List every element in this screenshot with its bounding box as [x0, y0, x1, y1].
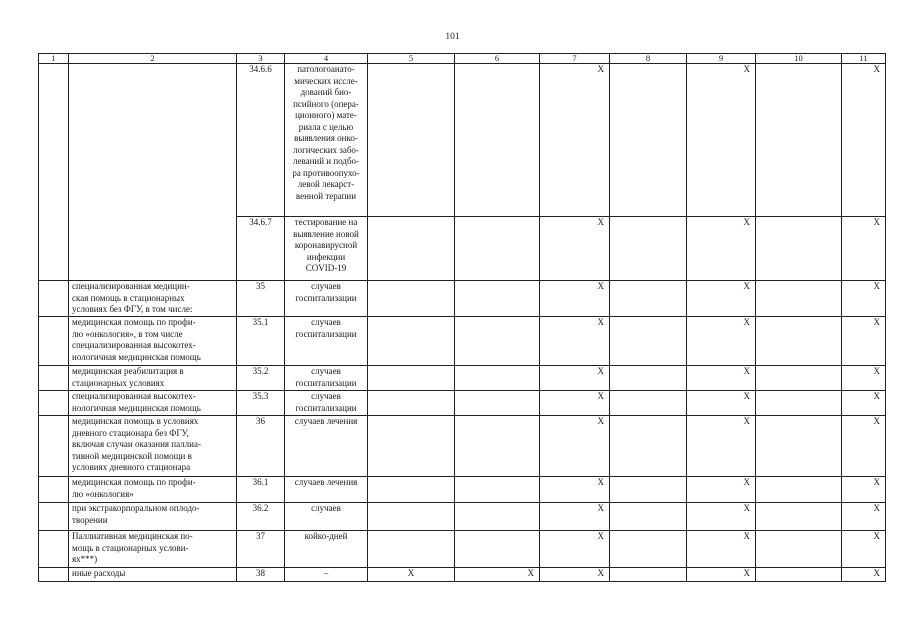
row-unit-cell: патологоанато- мических иссле- дований био- псийного (опера- ционного) мате- риала с целью выявления онко- логических забо- леваний и подбо- ра противоопухо- левой лекарст- венной терапии [285, 64, 368, 217]
column-header: 7 [540, 54, 610, 64]
row-code-cell: 35 [237, 281, 285, 317]
row-number-cell [39, 281, 69, 317]
x-mark-cell: X [687, 217, 756, 281]
row-number-cell [39, 416, 69, 477]
value-cell [368, 503, 455, 531]
value-cell [756, 391, 842, 416]
x-mark-cell: X [842, 64, 886, 217]
column-header: 5 [368, 54, 455, 64]
x-mark-cell: X [842, 217, 886, 281]
x-mark-cell: X [842, 568, 886, 582]
row-unit-cell: случаев госпитализации [285, 391, 368, 416]
value-cell [455, 366, 540, 391]
x-mark-cell: X [842, 366, 886, 391]
x-mark-cell: X [842, 477, 886, 503]
row-code-cell: 34.6.6 [237, 64, 285, 217]
x-mark-cell: X [687, 531, 756, 568]
value-cell [455, 391, 540, 416]
row-number-cell [39, 477, 69, 503]
value-cell [756, 64, 842, 217]
x-mark-cell: X [842, 503, 886, 531]
value-cell [610, 317, 687, 366]
value-cell [610, 64, 687, 217]
table-row [39, 317, 886, 366]
row-number-cell [39, 531, 69, 568]
value-cell [455, 416, 540, 477]
table-row [39, 477, 886, 503]
x-mark-cell: X [540, 281, 610, 317]
x-mark-cell: X [540, 217, 610, 281]
row-name-cell: медицинская помощь по профи- лю «онкология», в том числе специализированная высокотех- нологичная медицинская помощь [69, 317, 237, 366]
column-header: 6 [455, 54, 540, 64]
value-cell [756, 317, 842, 366]
value-cell [610, 568, 687, 582]
x-mark-cell: X [687, 568, 756, 582]
column-header: 11 [842, 54, 886, 64]
column-header: 4 [285, 54, 368, 64]
value-cell [610, 391, 687, 416]
row-number-cell [39, 503, 69, 531]
x-mark-cell: X [540, 317, 610, 366]
x-mark-cell: X [842, 317, 886, 366]
row-name-cell: медицинская помощь в условиях дневного стационара без ФГУ, включая случаи оказания паллиа- тивной медицинской помощи в условиях дневного стационара [69, 416, 237, 477]
row-name-cell: медицинская реабилитация в стационарных условиях [69, 366, 237, 391]
table-row [39, 391, 886, 416]
data-table [38, 53, 886, 582]
x-mark-cell: X [687, 416, 756, 477]
x-mark-cell: X [687, 391, 756, 416]
row-unit-cell: случаев госпитализации [285, 281, 368, 317]
value-cell [455, 317, 540, 366]
value-cell [455, 281, 540, 317]
row-number-cell [39, 366, 69, 391]
value-cell [756, 503, 842, 531]
table-row [39, 568, 886, 582]
row-unit-cell: случаев лечения [285, 477, 368, 503]
x-mark-cell: X [687, 64, 756, 217]
row-code-cell: 34.6.7 [237, 217, 285, 281]
page-number: 101 [445, 32, 460, 42]
row-unit-cell: – [285, 568, 368, 582]
x-mark-cell: X [842, 416, 886, 477]
value-cell [368, 531, 455, 568]
header-row [39, 54, 886, 64]
value-cell [756, 531, 842, 568]
x-mark-cell: X [540, 366, 610, 391]
table-row [39, 531, 886, 568]
column-header: 1 [39, 54, 69, 64]
x-mark-cell: X [540, 64, 610, 217]
x-mark-cell: X [687, 366, 756, 391]
x-mark-cell: X [540, 568, 610, 582]
value-cell [455, 477, 540, 503]
x-mark-cell: X [687, 503, 756, 531]
row-unit-cell: случаев госпитализации [285, 317, 368, 366]
row-name-cell: специализированная медицин- ская помощь в стационарных условиях без ФГУ, в том числе: [69, 281, 237, 317]
row-unit-cell: случаев [285, 503, 368, 531]
value-cell [455, 217, 540, 281]
value-cell [756, 568, 842, 582]
value-cell [610, 366, 687, 391]
table-row [39, 503, 886, 531]
value-cell [455, 503, 540, 531]
column-header: 2 [69, 54, 237, 64]
row-unit-cell: случаев госпитализации [285, 366, 368, 391]
column-header: 3 [237, 54, 285, 64]
column-header: 9 [687, 54, 756, 64]
x-mark-cell: X [540, 391, 610, 416]
row-number-cell [39, 568, 69, 582]
value-cell [455, 64, 540, 217]
x-mark-cell: X [687, 281, 756, 317]
row-unit-cell: тестирование на выявление новой коронавирусной инфекции COVID-19 [285, 217, 368, 281]
column-header: 10 [756, 54, 842, 64]
value-cell [756, 281, 842, 317]
row-name-cell: при экстракорпоральном оплодо- творении [69, 503, 237, 531]
row-number-cell [39, 317, 69, 366]
row-code-cell: 36.2 [237, 503, 285, 531]
x-mark-cell: X [842, 281, 886, 317]
value-cell [368, 366, 455, 391]
row-number-cell [39, 391, 69, 416]
row-code-cell: 37 [237, 531, 285, 568]
value-cell [756, 416, 842, 477]
row-code-cell: 35.2 [237, 366, 285, 391]
x-mark-cell: X [687, 317, 756, 366]
value-cell [610, 281, 687, 317]
row-name-cell: специализированная высокотех- нологичная медицинская помощь [69, 391, 237, 416]
row-unit-cell: случаев лечения [285, 416, 368, 477]
x-mark-cell: X [368, 568, 455, 582]
table-row [39, 64, 886, 217]
value-cell [610, 416, 687, 477]
table-row [39, 281, 886, 317]
value-cell [756, 217, 842, 281]
value-cell [610, 531, 687, 568]
row-code-cell: 35.1 [237, 317, 285, 366]
row-code-cell: 36.1 [237, 477, 285, 503]
table-row [39, 416, 886, 477]
value-cell [368, 317, 455, 366]
row-name-cell: медицинская помощь по профи- лю «онкология» [69, 477, 237, 503]
row-code-cell: 36 [237, 416, 285, 477]
column-header: 8 [610, 54, 687, 64]
value-cell [756, 366, 842, 391]
table-row [39, 366, 886, 391]
row-code-cell: 38 [237, 568, 285, 582]
value-cell [610, 503, 687, 531]
x-mark-cell: X [687, 477, 756, 503]
x-mark-cell: X [842, 391, 886, 416]
x-mark-cell: X [540, 531, 610, 568]
value-cell [368, 64, 455, 217]
value-cell [368, 281, 455, 317]
value-cell [610, 217, 687, 281]
value-cell [368, 391, 455, 416]
x-mark-cell: X [540, 416, 610, 477]
row-unit-cell: койко-дней [285, 531, 368, 568]
value-cell [455, 531, 540, 568]
row-code-cell: 35.3 [237, 391, 285, 416]
value-cell [368, 217, 455, 281]
x-mark-cell: X [455, 568, 540, 582]
x-mark-cell: X [842, 531, 886, 568]
value-cell [368, 416, 455, 477]
row-number-cell [39, 64, 69, 281]
value-cell [756, 477, 842, 503]
row-name-cell: иные расходы [69, 568, 237, 582]
x-mark-cell: X [540, 503, 610, 531]
value-cell [368, 477, 455, 503]
row-name-cell: Паллиативная медицинская по- мощь в стационарных услови- ях***) [69, 531, 237, 568]
value-cell [610, 477, 687, 503]
x-mark-cell: X [540, 477, 610, 503]
row-name-cell [69, 64, 237, 281]
